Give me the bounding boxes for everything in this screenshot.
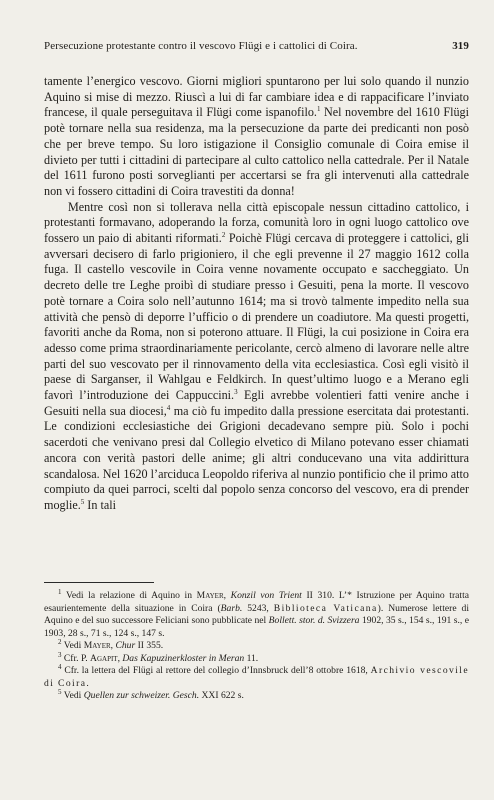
footnote-ref-4: 4 (166, 403, 171, 412)
journal-title: Bollett. stor. d. Svizzera (268, 615, 360, 626)
text-run: , (110, 640, 116, 651)
footnote-mark: 4 (58, 662, 62, 671)
text-run: Vedi (61, 690, 84, 701)
footnotes (44, 587, 470, 703)
running-title: Persecuzione protestante contro il vescovo Flügi e i cattolici di Coira. (44, 40, 358, 52)
work-title: Das Kapuzinerkloster in Meran (122, 652, 245, 664)
text-run: Nel novembre del 1610 Flügi potè tornare nella sua residenza, ma la persecuzione da parte dei predicanti non posò che per breve tempo. Su loro istigazione il Consiglio comunale di Coira emise il divieto per tutti i cittadini di partecipare al culto cattolico nella cattedrale. Per il Natale del 1611 furono posti sorveglianti per accertarsi se fra gli intervenuti alla cattedrale non vi fossero cittadini di Coira travestiti da donna! (44, 105, 469, 198)
text-run: XXI 622 s. (199, 690, 244, 701)
footnote-ref-5: 5 (80, 497, 85, 506)
footnote-ref-3: 3 (234, 388, 238, 397)
footnote-2 (44, 637, 469, 653)
body-text (44, 74, 469, 514)
archive-name: Archivio vescovile di Coira (44, 665, 469, 689)
text-run: Mentre così non si tollerava nella città episcopale nessun cittadino cattolico, i protestanti formavano, adoperando la forza, comunità loro in ogni luogo cattolico ove fossero un paio di abitanti riformati. (44, 199, 469, 246)
text-run: Egli avrebbe volentieri fatti venire anche i Gesuiti nella sua diocesi, (44, 388, 469, 418)
footnote-4 (44, 662, 469, 690)
footnote-5 (44, 687, 469, 703)
text-run: , (223, 590, 231, 601)
footnote-mark: 3 (58, 650, 62, 659)
text-run: ma ciò fu impedito dalla pressione esercitata dai protestanti. Le condizioni ecclesiastiche dei Grigioni decadevano sempre più. Solo i pochi sacerdoti che venivano presi dal Collegio elvetico di Milano potevano esser chiamati ancora con verità pastori delle anime; gli altri conducevano una vita addirittura scandalosa. Nel 1620 l’arciduca Leopoldo riferiva al nunzio pontificio che il primo atto compiuto da quei parroci, scelti dal popolo senza concorso del vescovo, era di prender moglie. (44, 403, 469, 512)
footnote-mark: 5 (58, 687, 62, 696)
footnote-ref-1: 1 (316, 105, 321, 114)
footnote-divider (44, 582, 154, 583)
text-run: Cfr. la lettera del Flügi al rettore del collegio d’Innsbruck dell’8 ottobre 1618, (61, 665, 371, 676)
work-title: Konzil von Trient (230, 590, 302, 601)
paragraph-1 (44, 74, 469, 200)
work-title: Chur (115, 640, 136, 651)
text-run: 5243, (242, 602, 274, 614)
text-run: Cfr. P. (61, 652, 91, 664)
text-run: In tali (84, 497, 116, 512)
author-name: Mayer (196, 590, 224, 601)
text-run: Poichè Flügi cercava di proteggere i cattolici, gli avversari decisero di farlo prigioniero, il che egli prevenne il 27 maggio 1612 colla fuga. Il castello vescovile in Coira venne novamente occupato e saccheggiato. Un decreto delle tre Leghe proibì di studiare presso i Gesuiti, pena la morte. Il vescovo potè tornare a Coira solo nell’autunno 1614; ma si trovò talmente impedito nella sua attività che pensò di deporre l’ufficio o di prendere un coadiutore. Ma questi progetti, favoriti anche da Roma, non si poterono attuare. Il Flügi, la cui posizione in Coira era adesso come prima straordinariamente pericolante, cercò almeno di lavorare nelle altre parti del suo vescovato per il rinnovamento della vita ecclesiastica. Così egli visitò il paese di Sarganser, il Wahlgau e Feldkirch. In quest’ultimo luogo e a Merano egli favorì l’introduzione dei Cappuccini. (44, 231, 469, 403)
collection-name: Barb. (220, 602, 243, 614)
text-run: Vedi (61, 640, 84, 651)
paragraph-2 (44, 200, 469, 514)
library-name: Biblioteca Vaticana (273, 602, 378, 614)
footnote-mark: 2 (58, 637, 62, 646)
text-run: II 355. (135, 640, 164, 651)
footnote-ref-2: 2 (221, 230, 226, 239)
page-header (44, 40, 469, 52)
text-run: II 310. L’* Istruzione per Aquino tratta esaurientemente della situazione in Coira ( (44, 590, 470, 614)
text-run: 1902, 35 s., 154 s., 191 s., e 1903, 28 s., 71 s., 124 s., 147 s. (44, 615, 470, 639)
work-title: Quellen zur schweizer. Gesch. (83, 690, 200, 701)
text-run: ). Numerose lettere di Aquino e del suo successore Feliciani sono pubblicate nel (44, 602, 470, 626)
footnote-3 (44, 650, 469, 666)
text-run: . (86, 677, 89, 689)
text-run: Vedi la relazione di Aquino in (61, 590, 197, 601)
author-name: Agapit (90, 652, 118, 664)
page-number: 319 (452, 40, 469, 52)
footnote-mark: 1 (58, 587, 62, 596)
author-name: Mayer (83, 640, 111, 651)
text-run: 11. (244, 652, 259, 664)
footnote-1 (44, 587, 470, 640)
text-run: , (117, 652, 123, 664)
text-run: tamente l’energico vescovo. Giorni migliori spuntarono per lui solo quando il nunzio Aquino si mise di mezzo. Riuscì a lui di far cambiare idea e di rappacificare l’inviato francese, il quale perseguitava il Flügi come ispanofilo. (44, 74, 469, 120)
